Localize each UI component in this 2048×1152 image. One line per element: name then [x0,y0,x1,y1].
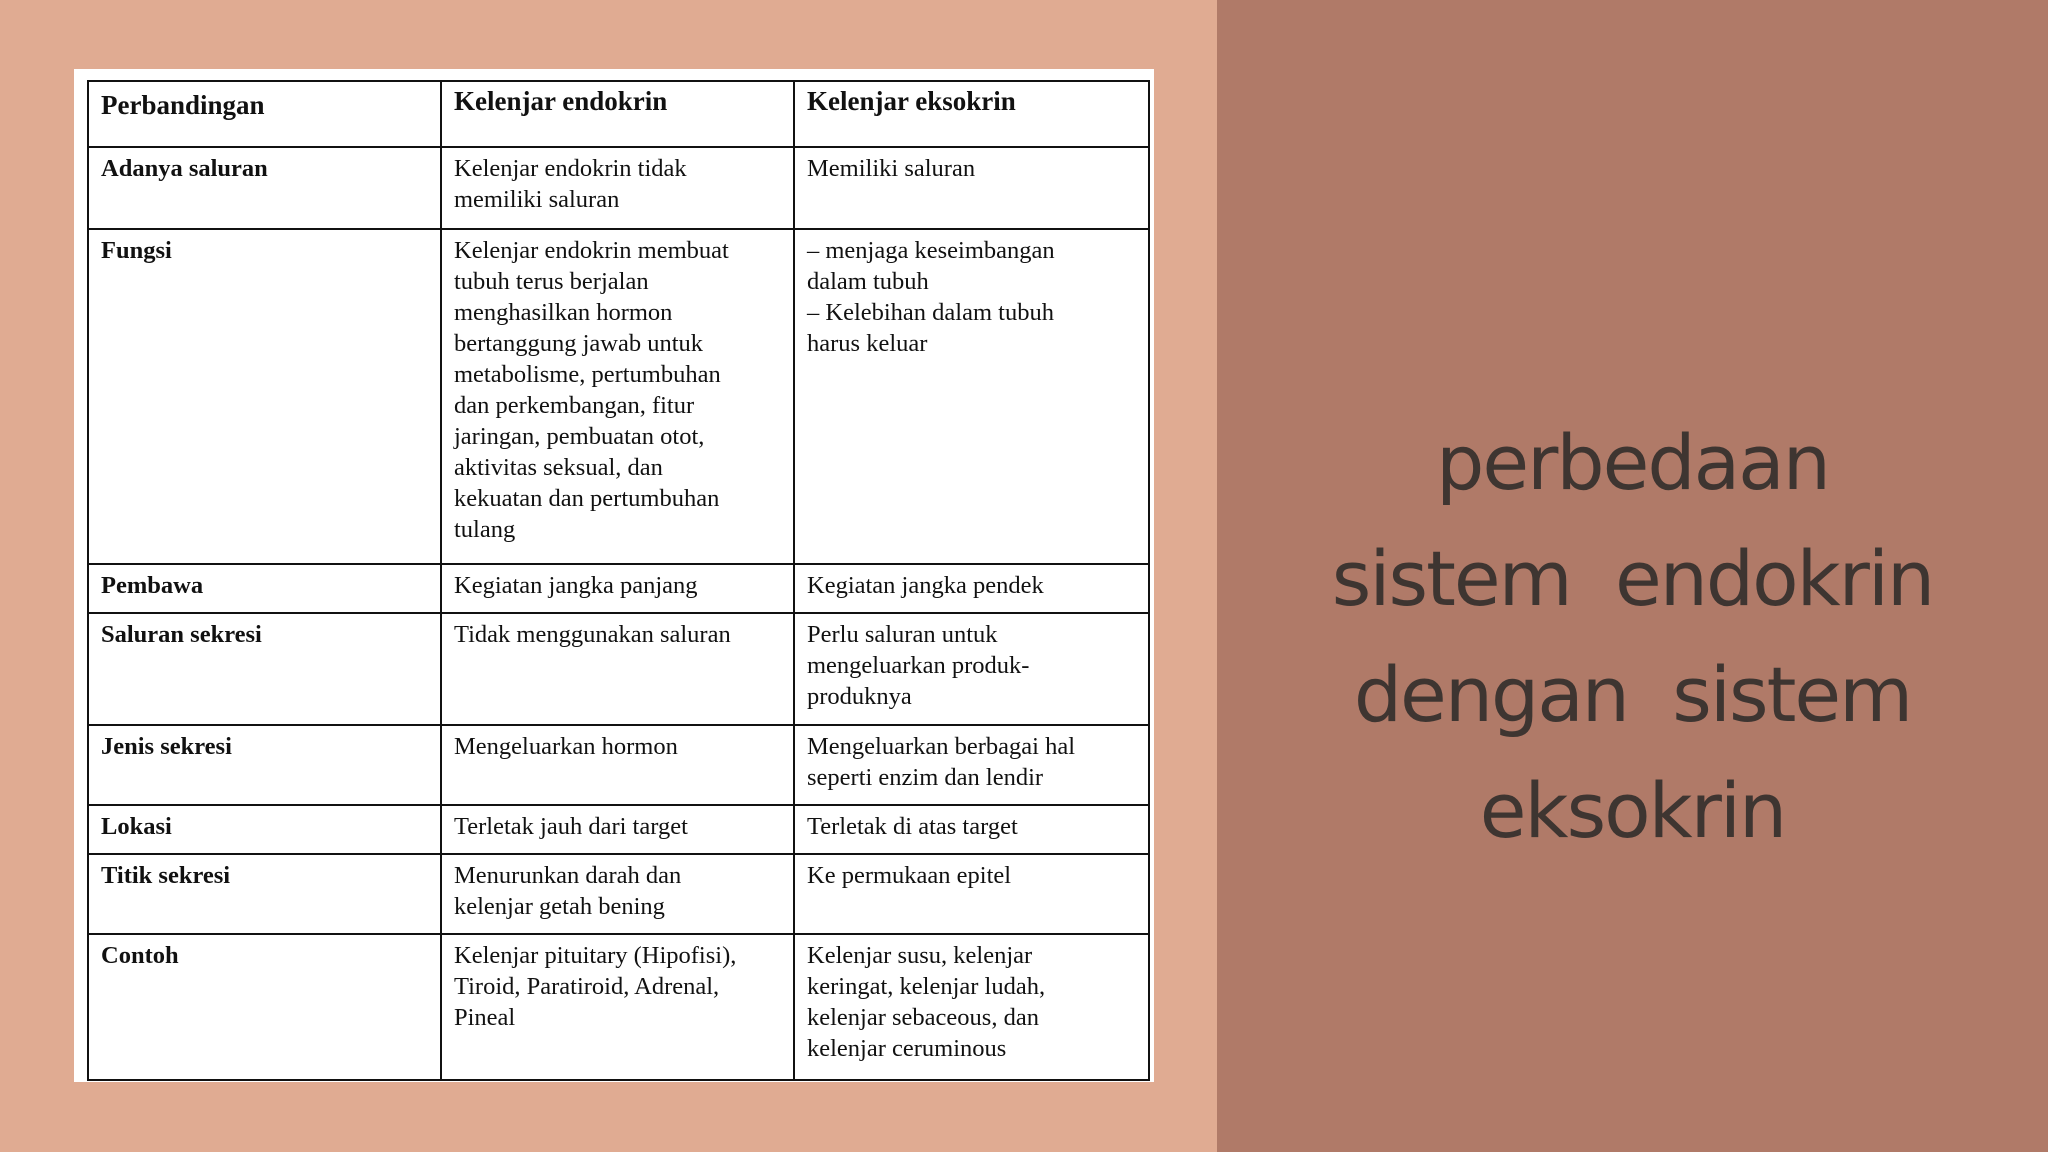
cell-line: harus keluar [807,330,928,357]
cell-line: aktivitas seksual, dan [454,454,663,481]
table-row [88,805,1149,854]
table-row [88,854,1149,934]
table-row [88,147,1149,229]
comparison-table [87,80,1150,1081]
cell-line: Kegiatan jangka pendek [807,572,1044,599]
row-label: Adanya saluran [88,147,441,229]
cell-line: – Kelebihan dalam tubuh [807,299,1054,326]
endokrin-cell [441,229,794,564]
row-label: Contoh [88,934,441,1080]
cell-line: kelenjar ceruminous [807,1035,1007,1062]
cell-line: tubuh terus berjalan [454,268,649,295]
cell-line: Kelenjar endokrin membuat [454,237,729,264]
cell-line: Tidak menggunakan saluran [454,621,731,648]
table-row [88,564,1149,613]
eksokrin-cell [794,934,1149,1080]
table-row [88,725,1149,805]
cell-line: – menjaga keseimbangan [807,237,1055,264]
cell-line: Kegiatan jangka panjang [454,572,698,599]
header-kelenjar-endokrin: Kelenjar endokrin [441,81,794,147]
cell-line: produknya [807,683,912,710]
table-row [88,613,1149,725]
eksokrin-cell [794,564,1149,613]
row-label: Fungsi [88,229,441,564]
cell-line: Mengeluarkan berbagai hal [807,733,1076,760]
cell-line: Terletak di atas target [807,813,1018,840]
row-label: Pembawa [88,564,441,613]
table-row [88,229,1149,564]
eksokrin-cell [794,805,1149,854]
endokrin-cell [441,725,794,805]
cell-line: Perlu saluran untuk [807,621,998,648]
comparison-table-card [74,69,1154,1082]
title-line: eksokrin [1479,766,1786,855]
row-label: Lokasi [88,805,441,854]
endokrin-cell [441,805,794,854]
row-label: Jenis sekresi [88,725,441,805]
eksokrin-cell [794,613,1149,725]
cell-line: keringat, kelenjar ludah, [807,973,1046,1000]
cell-line: Terletak jauh dari target [454,813,688,840]
endokrin-cell [441,613,794,725]
endokrin-cell [441,934,794,1080]
cell-line: Tiroid, Paratiroid, Adrenal, [454,973,720,1000]
eksokrin-cell [794,725,1149,805]
cell-line: Kelenjar susu, kelenjar [807,942,1033,969]
row-label: Saluran sekresi [88,613,441,725]
cell-line: Kelenjar pituitary (Hipofisi), [454,942,737,969]
header-perbandingan: Perbandingan [88,81,441,147]
table-row [88,934,1149,1080]
cell-line: bertanggung jawab untuk [454,330,704,357]
cell-line: mengeluarkan produk- [807,652,1030,679]
cell-line: tulang [454,516,516,543]
eksokrin-cell [794,147,1149,229]
table-body [88,147,1149,1080]
title-line: perbedaan [1436,418,1829,507]
slide-title [1217,405,2048,869]
eksokrin-cell [794,854,1149,934]
header-kelenjar-eksokrin: Kelenjar eksokrin [794,81,1149,147]
cell-line: menghasilkan hormon [454,299,673,326]
cell-line: Ke permukaan epitel [807,862,1012,889]
cell-line: Pineal [454,1004,516,1031]
cell-line: kelenjar getah bening [454,893,665,920]
eksokrin-cell [794,229,1149,564]
cell-line: metabolisme, pertumbuhan [454,361,721,388]
cell-line: Mengeluarkan hormon [454,733,678,760]
cell-line: memiliki saluran [454,186,620,213]
cell-line: jaringan, pembuatan otot, [454,423,705,450]
endokrin-cell [441,564,794,613]
title-line: dengan sistem [1353,650,1912,739]
endokrin-cell [441,147,794,229]
cell-line: Memiliki saluran [807,155,976,182]
cell-line: kekuatan dan pertumbuhan [454,485,720,512]
cell-line: dalam tubuh [807,268,929,295]
cell-line: seperti enzim dan lendir [807,764,1044,791]
row-label: Titik sekresi [88,854,441,934]
cell-line: kelenjar sebaceous, dan [807,1004,1039,1031]
table-header-row [88,81,1149,147]
title-line: sistem endokrin [1331,534,1934,623]
cell-line: Kelenjar endokrin tidak [454,155,687,182]
cell-line: dan perkembangan, fitur [454,392,695,419]
cell-line: Menurunkan darah dan [454,862,682,889]
endokrin-cell [441,854,794,934]
